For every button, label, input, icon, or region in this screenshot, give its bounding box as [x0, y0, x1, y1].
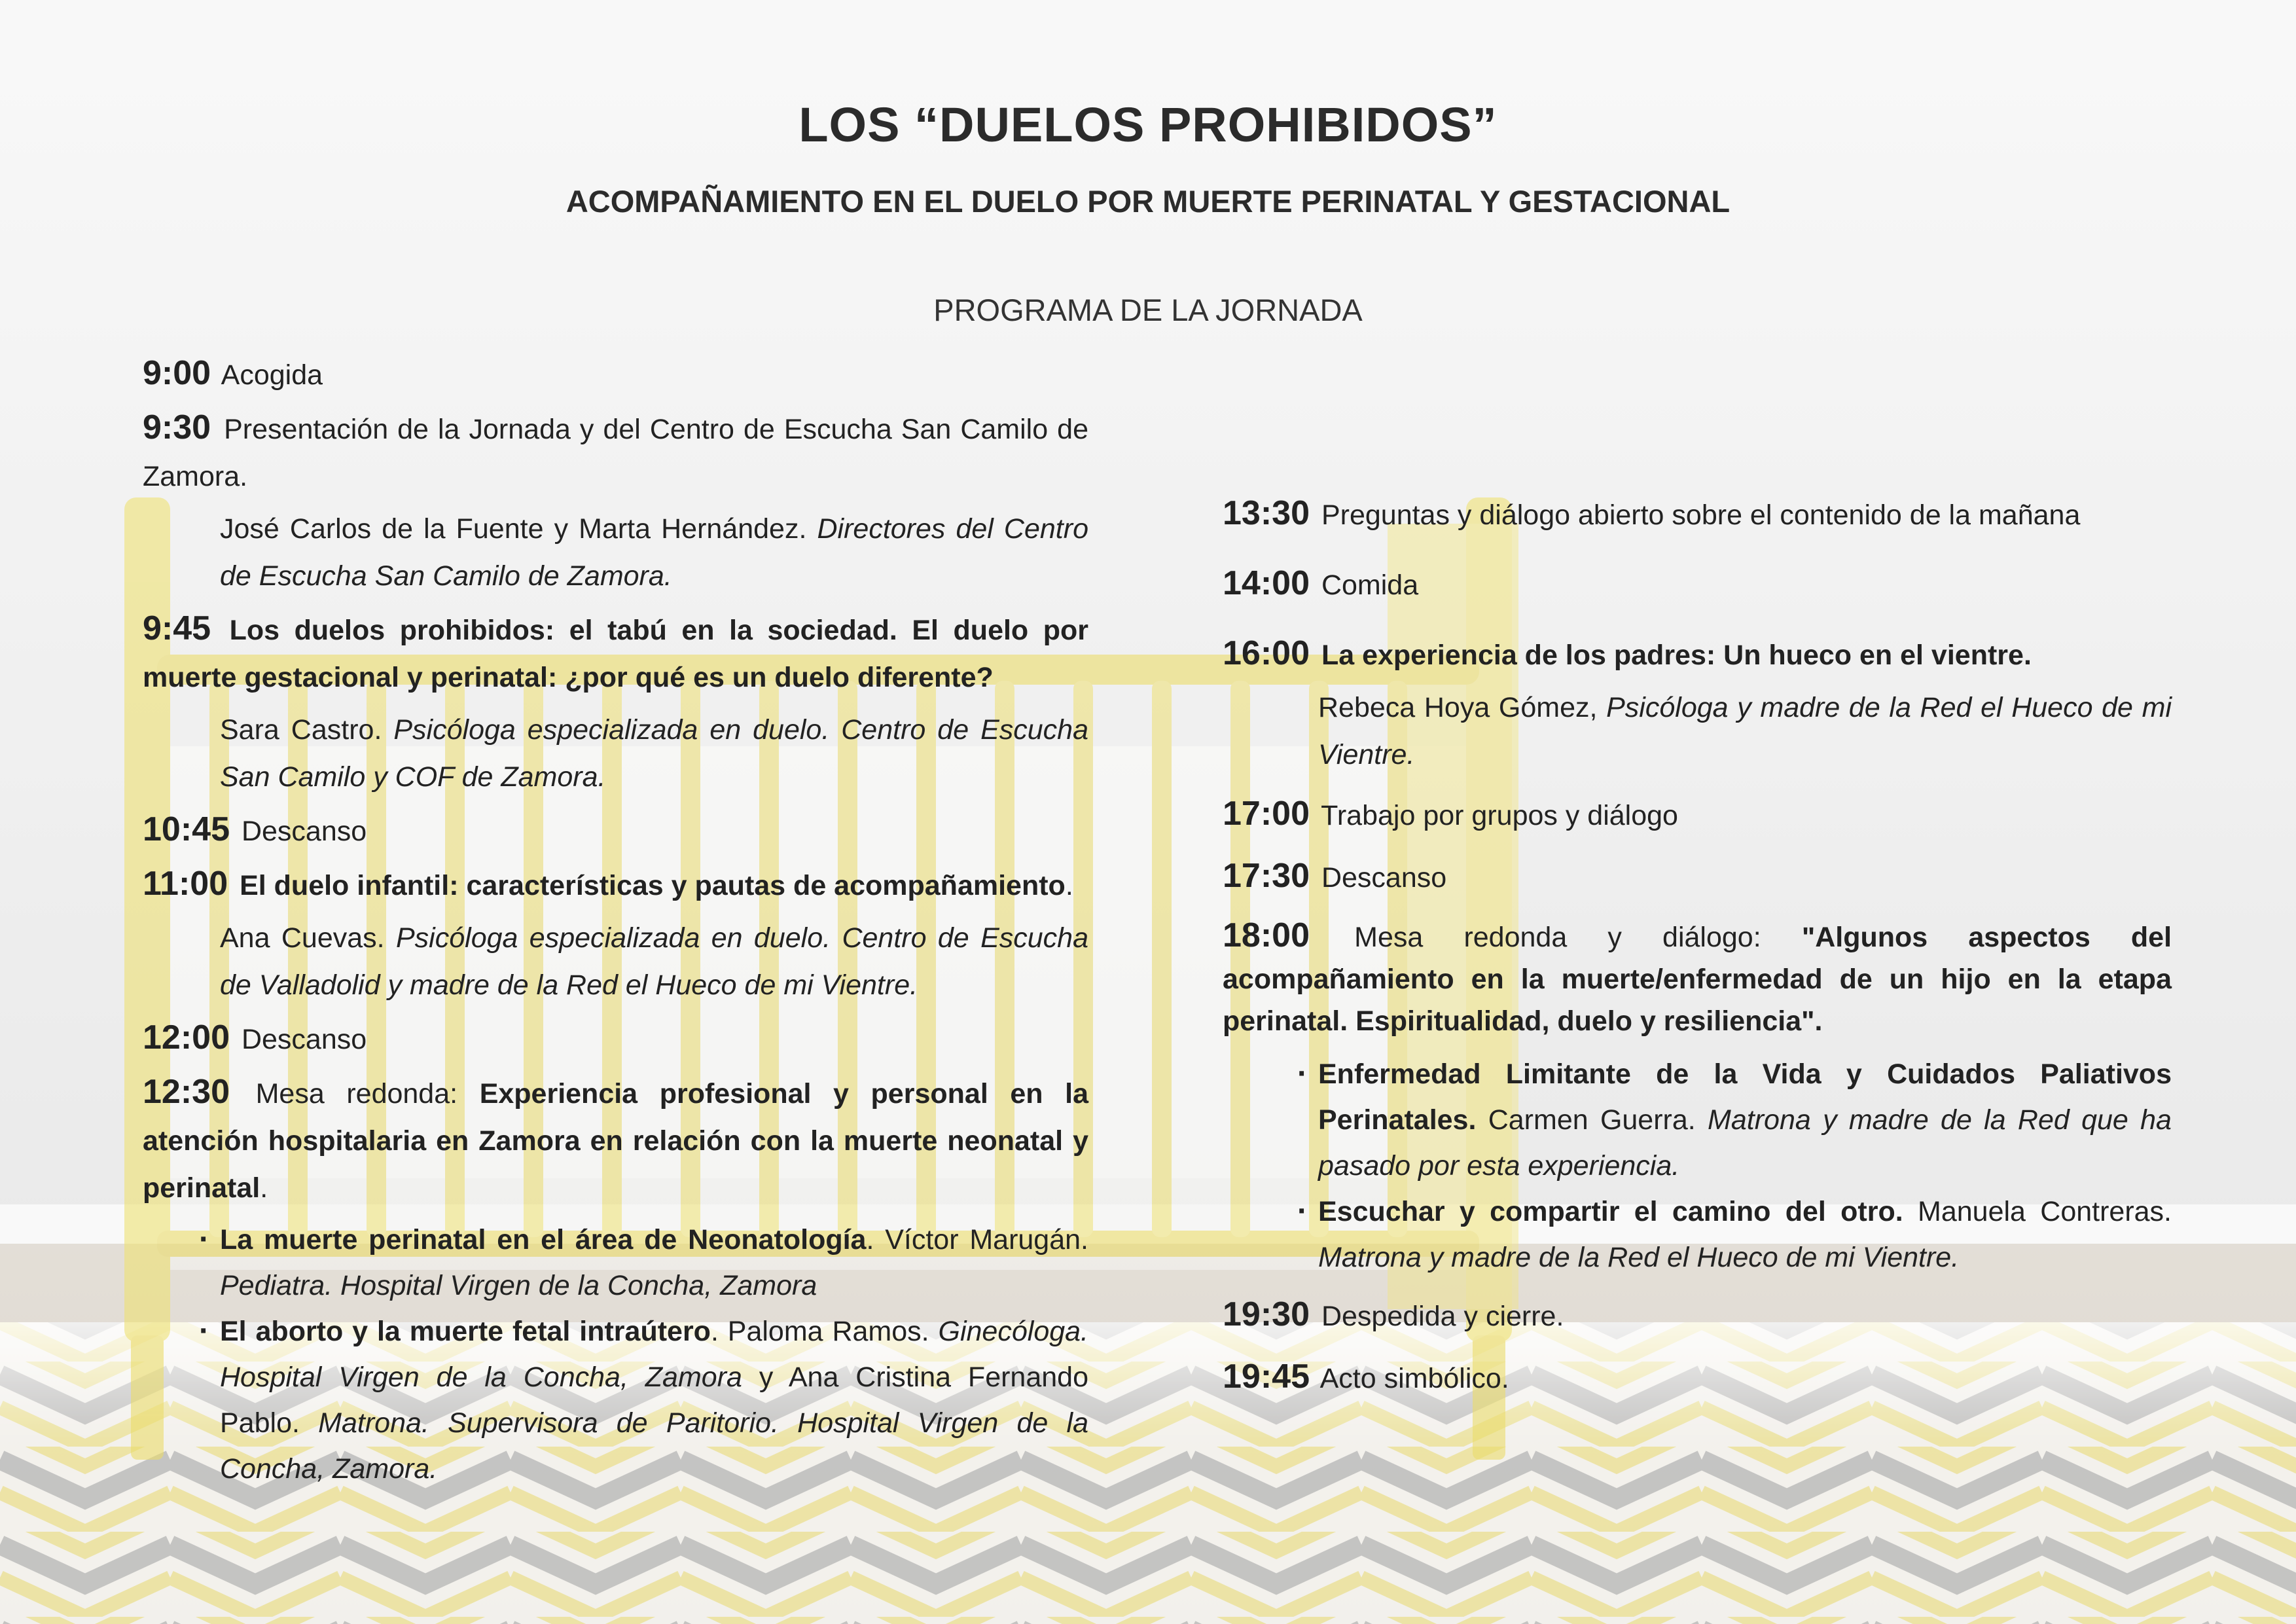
- schedule-entry-0930: [143, 404, 1088, 500]
- schedule-entry-1230: [143, 1068, 1088, 1212]
- entry-title: Los duelos prohibidos: el tabú en la sociedad. El duelo por muerte gestacional y perinatal: ¿por qué es un duelo diferente?: [143, 615, 1088, 693]
- entry-time: 16:00: [1223, 634, 1310, 672]
- panel-item-role: Matrona y madre de la Red el Hueco de mi Vientre.: [1318, 1242, 1960, 1273]
- entry-time: 10:45: [143, 810, 230, 848]
- entry-time: 13:30: [1223, 494, 1310, 532]
- panel-list: [1223, 1051, 2172, 1280]
- panel-item-role: Pediatra. Hospital Virgen de la Concha, Zamora: [220, 1270, 817, 1301]
- entry-title: Experiencia profesional y personal en la atención hospitalaria en Zamora en relación con la muerte neonatal y perinatal: [143, 1078, 1088, 1204]
- entry-text: Comida: [1321, 569, 1419, 601]
- speaker-role: Directores del Centro de Escucha San Camilo de Zamora.: [220, 513, 1088, 592]
- panel-item-speaker: Carmen Guerra.: [1488, 1104, 1696, 1136]
- schedule-entry-1600: [1223, 630, 2172, 679]
- entry-text: Despedida y cierre.: [1321, 1301, 1564, 1332]
- schedule-right-column: [1223, 490, 2172, 1407]
- entry-title: La experiencia de los padres: Un hueco en el vientre.: [1321, 640, 2032, 671]
- schedule-entry-1930: [1223, 1291, 2172, 1340]
- panel-item-role: Matrona y madre de la Red que ha pasado por esta experiencia.: [1318, 1104, 2172, 1182]
- speaker-name: José Carlos de la Fuente y Marta Hernández.: [220, 513, 807, 545]
- panel-item-title: Escuchar y compartir el camino del otro.: [1318, 1196, 1903, 1227]
- speaker-role: Psicóloga especializada en duelo. Centro de Escucha de Valladolid y madre de la Red el Hueco de mi Vientre.: [220, 922, 1088, 1001]
- entry-text: Descanso: [241, 816, 367, 847]
- schedule-entry-1330: [1223, 490, 2172, 539]
- schedule-entry-1700: [1223, 790, 2172, 839]
- panel-item-role: Ginecóloga. Hospital Virgen de la Concha, Zamora: [220, 1316, 1089, 1393]
- entry-text: Preguntas y diálogo abierto sobre el contenido de la mañana: [1321, 499, 2081, 531]
- entry-time: 14:00: [1223, 564, 1310, 602]
- speaker-role: Psicóloga y madre de la Red el Hueco de mi Vientre.: [1318, 692, 2172, 770]
- panel-item-speaker: . Paloma Ramos.: [710, 1316, 929, 1347]
- entry-time: 9:00: [143, 354, 211, 392]
- panel-item-role-2: Matrona. Supervisora de Paritorio. Hospital Virgen de la Concha, Zamora.: [220, 1407, 1088, 1485]
- entry-title: El duelo infantil: características y pautas de acompañamiento: [240, 870, 1066, 901]
- entry-lead: Mesa redonda:: [255, 1078, 458, 1110]
- entry-title-end: .: [1065, 870, 1073, 901]
- page-subtitle: ACOMPAÑAMIENTO EN EL DUELO POR MUERTE PERINATAL Y GESTACIONAL: [565, 184, 1731, 219]
- entry-time: 11:00: [143, 865, 228, 903]
- panel-item-title: El aborto y la muerte fetal intraútero: [220, 1316, 711, 1347]
- schedule-entry-1400: [1223, 560, 2172, 609]
- entry-lead: Mesa redonda y diálogo:: [1354, 922, 1761, 953]
- schedule-entry-1730: [1223, 852, 2172, 901]
- entry-time: 9:45: [143, 609, 211, 647]
- panel-item: [1318, 1051, 2172, 1189]
- entry-title-end: .: [260, 1172, 268, 1204]
- speaker-block: [143, 706, 1088, 801]
- entry-title: "Algunos aspectos del acompañamiento en la muerte/enfermedad de un hijo en la etapa perinatal. Espiritualidad, duelo y resiliencia".: [1223, 922, 2172, 1037]
- entry-time: 12:30: [143, 1073, 230, 1111]
- entry-time: 19:30: [1223, 1295, 1310, 1333]
- entry-text: Acto simbólico.: [1319, 1363, 1509, 1394]
- speaker-block: [143, 914, 1088, 1009]
- speaker-name: Ana Cuevas.: [220, 922, 385, 954]
- schedule-entry-1200: [143, 1014, 1088, 1063]
- panel-list: [143, 1217, 1088, 1492]
- entry-text: Descanso: [1321, 862, 1447, 893]
- panel-item-speaker-2: y Ana Cristina Fernando Pablo.: [220, 1362, 1089, 1439]
- speaker-name: Sara Castro.: [220, 714, 382, 746]
- speaker-role: Psicóloga especializada en duelo. Centro de Escucha San Camilo y COF de Zamora.: [220, 714, 1088, 793]
- schedule-entry-1100: [143, 860, 1088, 909]
- entry-time: 18:00: [1223, 916, 1310, 954]
- entry-time: 19:45: [1223, 1358, 1310, 1396]
- schedule-entry-0945: [143, 605, 1088, 701]
- entry-text: Acogida: [221, 359, 323, 391]
- panel-item: [220, 1217, 1088, 1308]
- panel-item-title: Enfermedad Limitante de la Vida y Cuidados Paliativos Perinatales.: [1318, 1058, 2172, 1136]
- entry-text: Trabajo por grupos y diálogo: [1321, 800, 1678, 831]
- schedule-entry-1045: [143, 806, 1088, 855]
- schedule-left-column: [143, 350, 1088, 1498]
- panel-item: [220, 1308, 1088, 1492]
- entry-time: 12:00: [143, 1019, 230, 1056]
- panel-item-title: La muerte perinatal en el área de Neonatología: [220, 1224, 867, 1255]
- speaker-block: [1223, 684, 2172, 778]
- schedule-entry-0900: [143, 350, 1088, 399]
- entry-text: Descanso: [241, 1024, 367, 1055]
- entry-text: Presentación de la Jornada y del Centro de Escucha San Camilo de Zamora.: [143, 414, 1089, 492]
- schedule-entry-1945: [1223, 1353, 2172, 1402]
- speaker-block: [143, 505, 1088, 600]
- panel-item-speaker: . Víctor Marugán.: [866, 1224, 1088, 1255]
- entry-time: 9:30: [143, 408, 211, 446]
- speaker-name: Rebeca Hoya Gómez,: [1318, 692, 1598, 723]
- panel-item: [1318, 1189, 2172, 1280]
- entry-time: 17:30: [1223, 857, 1310, 895]
- entry-time: 17:00: [1223, 795, 1310, 833]
- schedule-entry-1800: [1223, 914, 2172, 1042]
- page-title: LOS “DUELOS PROHIBIDOS”: [798, 98, 1498, 152]
- panel-item-speaker: Manuela Contreras.: [1918, 1196, 2172, 1227]
- program-heading: PROGRAMA DE LA JORNADA: [933, 293, 1363, 327]
